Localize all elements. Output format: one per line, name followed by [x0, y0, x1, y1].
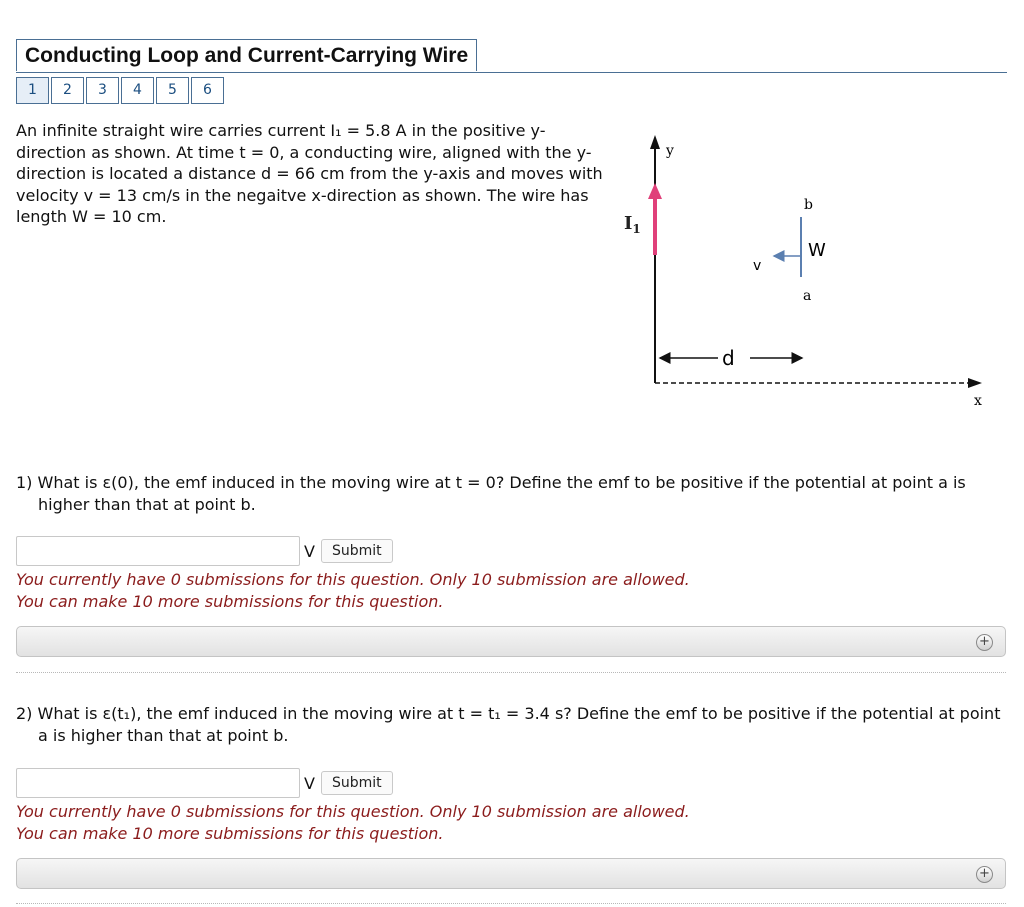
title-bar	[16, 39, 1007, 73]
problem-figure	[600, 125, 1010, 415]
submissions-remaining-2: You can make 10 more submissions for this question.	[16, 823, 444, 843]
answer-row-2	[16, 767, 393, 799]
divider-1	[16, 672, 1006, 673]
y-axis-arrowhead	[650, 135, 660, 149]
answer-input-2[interactable]	[16, 768, 300, 798]
tab-5[interactable]: 5	[156, 77, 189, 104]
question-1-text: 1) What is ε(0), the emf induced in the moving wire at t = 0? Define the emf to be positive if the potential at point a is higher than that at point b.	[16, 473, 966, 514]
question-2	[16, 703, 1001, 747]
tab-4[interactable]: 4	[121, 77, 154, 104]
submit-button-1[interactable]: Submit	[321, 539, 393, 563]
submissions-remaining-1: You can make 10 more submissions for this question.	[16, 591, 444, 611]
question-1	[16, 472, 1001, 516]
hint-bar-1[interactable]	[16, 626, 1006, 657]
plus-circle-icon[interactable]: +	[976, 634, 993, 651]
submission-notice-2	[16, 801, 690, 844]
divider-2	[16, 903, 1006, 904]
x-axis-label: x	[974, 393, 982, 409]
unit-label-2: V	[304, 773, 315, 793]
answer-input-1[interactable]	[16, 536, 300, 566]
answer-row-1	[16, 535, 393, 567]
wire-length-label: W	[808, 240, 826, 261]
current-label: $I_1$	[624, 213, 641, 236]
question-2-text: 2) What is ε(t₁), the emf induced in the moving wire at t = t₁ = 3.4 s? Define the emf to be positive if the potential at point a is higher than that at point b.	[16, 704, 1001, 745]
current-arrowhead	[648, 183, 662, 199]
submit-button-2[interactable]: Submit	[321, 771, 393, 795]
tab-2[interactable]: 2	[51, 77, 84, 104]
tab-1[interactable]: 1	[16, 77, 49, 104]
submission-count-1: You currently have 0 submissions for this question. Only 10 submission are allowed.	[16, 570, 690, 589]
submission-count-2: You currently have 0 submissions for this question. Only 10 submission are allowed.	[16, 802, 690, 821]
point-b-label: b	[804, 197, 813, 213]
plus-circle-icon[interactable]: +	[976, 866, 993, 883]
y-axis-label: y	[666, 143, 674, 159]
tab-6[interactable]: 6	[191, 77, 224, 104]
problem-statement: An infinite straight wire carries current I₁ = 5.8 A in the positive y-direction as shown. At time t = 0, a conducting wire, aligned with the y-direction is located a distance d = 66 cm from the y-axis and moves with velocity v = 13 cm/s in the negaitve x-direction as shown. The wire has length W = 10 cm.	[16, 121, 603, 226]
tab-3[interactable]: 3	[86, 77, 119, 104]
hint-bar-2[interactable]	[16, 858, 1006, 889]
question-tabs	[16, 77, 226, 104]
distance-label: d	[722, 346, 735, 370]
x-axis-arrowhead	[968, 378, 982, 388]
velocity-label: v	[753, 258, 762, 274]
submission-notice-1	[16, 569, 690, 612]
page-title: Conducting Loop and Current-Carrying Wire	[16, 39, 477, 71]
unit-label-1: V	[304, 541, 315, 561]
point-a-label: a	[803, 288, 812, 304]
